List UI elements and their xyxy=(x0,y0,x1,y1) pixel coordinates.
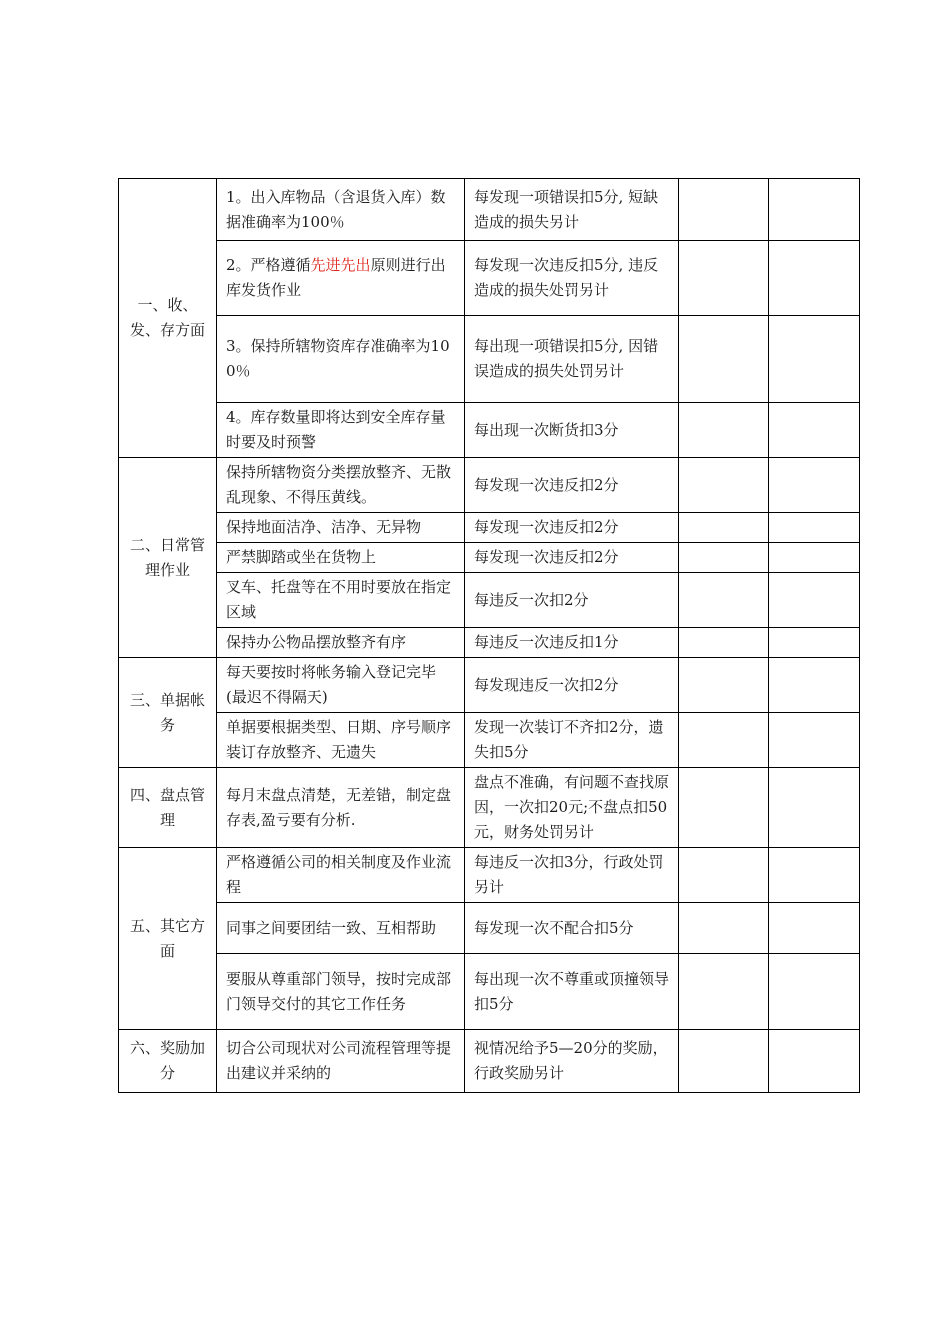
category-cell: 二、日常管理作业 xyxy=(119,458,217,658)
blank-cell xyxy=(769,241,860,316)
blank-cell xyxy=(679,573,769,628)
requirement-text-before: 2。严格遵循 xyxy=(226,256,311,274)
blank-cell xyxy=(769,628,860,658)
requirement-cell: 3。保持所辖物资库存准确率为100％ xyxy=(217,316,465,403)
table-row xyxy=(119,543,860,573)
blank-cell xyxy=(769,713,860,768)
table-row xyxy=(119,573,860,628)
blank-cell xyxy=(679,513,769,543)
blank-cell xyxy=(679,543,769,573)
blank-cell xyxy=(679,179,769,241)
table-row xyxy=(119,903,860,954)
blank-cell xyxy=(769,543,860,573)
table-row xyxy=(119,954,860,1030)
blank-cell xyxy=(769,573,860,628)
penalty-cell: 每发现一次违反扣2分 xyxy=(465,458,679,513)
table-row xyxy=(119,316,860,403)
requirement-text-after: 原则进行出库发货作业 xyxy=(226,256,446,299)
fifo-highlight: 先进先出 xyxy=(310,256,371,274)
blank-cell xyxy=(679,658,769,713)
blank-cell xyxy=(769,903,860,954)
blank-cell xyxy=(679,954,769,1030)
penalty-cell: 每违反一次违反扣1分 xyxy=(465,628,679,658)
penalty-cell: 每出现一次断货扣3分 xyxy=(465,403,679,458)
table-row xyxy=(119,403,860,458)
penalty-cell: 每违反一次扣2分 xyxy=(465,573,679,628)
blank-cell xyxy=(769,458,860,513)
category-cell: 三、单据帐务 xyxy=(119,658,217,768)
table-row xyxy=(119,848,860,903)
penalty-cell: 每出现一次不尊重或顶撞领导扣5分 xyxy=(465,954,679,1030)
requirement-cell xyxy=(217,241,465,316)
blank-cell xyxy=(679,713,769,768)
blank-cell xyxy=(679,403,769,458)
penalty-cell: 盘点不准确，有问题不查找原因，一次扣20元;不盘点扣50元，财务处罚另计 xyxy=(465,768,679,848)
category-cell: 五、其它方面 xyxy=(119,848,217,1030)
penalty-cell: 每发现一次违反扣2分 xyxy=(465,543,679,573)
table-row xyxy=(119,768,860,848)
assessment-table xyxy=(118,178,860,1093)
requirement-cell: 要服从尊重部门领导，按时完成部门领导交付的其它工作任务 xyxy=(217,954,465,1030)
blank-cell xyxy=(679,903,769,954)
penalty-cell: 每发现一次不配合扣5分 xyxy=(465,903,679,954)
requirement-cell: 切合公司现状对公司流程管理等提出建议并采纳的 xyxy=(217,1030,465,1093)
requirement-cell: 单据要根据类型、日期、序号顺序装订存放整齐、无遗失 xyxy=(217,713,465,768)
requirement-cell: 严禁脚踏或坐在货物上 xyxy=(217,543,465,573)
blank-cell xyxy=(679,1030,769,1093)
blank-cell xyxy=(679,458,769,513)
blank-cell xyxy=(769,658,860,713)
penalty-cell: 每出现一项错误扣5分, 因错误造成的损失处罚另计 xyxy=(465,316,679,403)
category-cell: 四、盘点管理 xyxy=(119,768,217,848)
requirement-cell: 每天要按时将帐务输入登记完毕(最迟不得隔天) xyxy=(217,658,465,713)
penalty-cell: 每发现违反一次扣2分 xyxy=(465,658,679,713)
requirement-cell: 每月末盘点清楚，无差错，制定盘存表,盈亏要有分析. xyxy=(217,768,465,848)
penalty-cell: 视情况给予5—20分的奖励，行政奖励另计 xyxy=(465,1030,679,1093)
blank-cell xyxy=(769,513,860,543)
requirement-cell: 保持办公物品摆放整齐有序 xyxy=(217,628,465,658)
blank-cell xyxy=(769,848,860,903)
table-row xyxy=(119,513,860,543)
penalty-cell: 每违反一次扣3分，行政处罚另计 xyxy=(465,848,679,903)
category-cell: 一、收、发、存方面 xyxy=(119,179,217,458)
table-row xyxy=(119,1030,860,1093)
blank-cell xyxy=(679,316,769,403)
table-row xyxy=(119,658,860,713)
table-row xyxy=(119,179,860,241)
category-cell: 六、奖励加分 xyxy=(119,1030,217,1093)
requirement-cell: 叉车、托盘等在不用时要放在指定区域 xyxy=(217,573,465,628)
blank-cell xyxy=(769,1030,860,1093)
requirement-cell: 1。出入库物品（含退货入库）数据准确率为100％ xyxy=(217,179,465,241)
blank-cell xyxy=(769,403,860,458)
blank-cell xyxy=(769,179,860,241)
requirement-cell: 保持地面洁净、洁净、无异物 xyxy=(217,513,465,543)
penalty-cell: 每发现一次违反扣2分 xyxy=(465,513,679,543)
blank-cell xyxy=(679,848,769,903)
requirement-cell: 严格遵循公司的相关制度及作业流程 xyxy=(217,848,465,903)
blank-cell xyxy=(769,954,860,1030)
table-row xyxy=(119,713,860,768)
blank-cell xyxy=(679,628,769,658)
penalty-cell: 每发现一项错误扣5分, 短缺造成的损失另计 xyxy=(465,179,679,241)
blank-cell xyxy=(679,241,769,316)
blank-cell xyxy=(679,768,769,848)
table-row xyxy=(119,458,860,513)
table-row xyxy=(119,628,860,658)
requirement-cell: 同事之间要团结一致、互相帮助 xyxy=(217,903,465,954)
requirement-cell: 保持所辖物资分类摆放整齐、无散乱现象、不得压黄线。 xyxy=(217,458,465,513)
table-row xyxy=(119,241,860,316)
requirement-cell: 4。库存数量即将达到安全库存量时要及时预警 xyxy=(217,403,465,458)
penalty-cell: 发现一次装订不齐扣2分，遗失扣5分 xyxy=(465,713,679,768)
penalty-cell: 每发现一次违反扣5分, 违反造成的损失处罚另计 xyxy=(465,241,679,316)
blank-cell xyxy=(769,316,860,403)
blank-cell xyxy=(769,768,860,848)
